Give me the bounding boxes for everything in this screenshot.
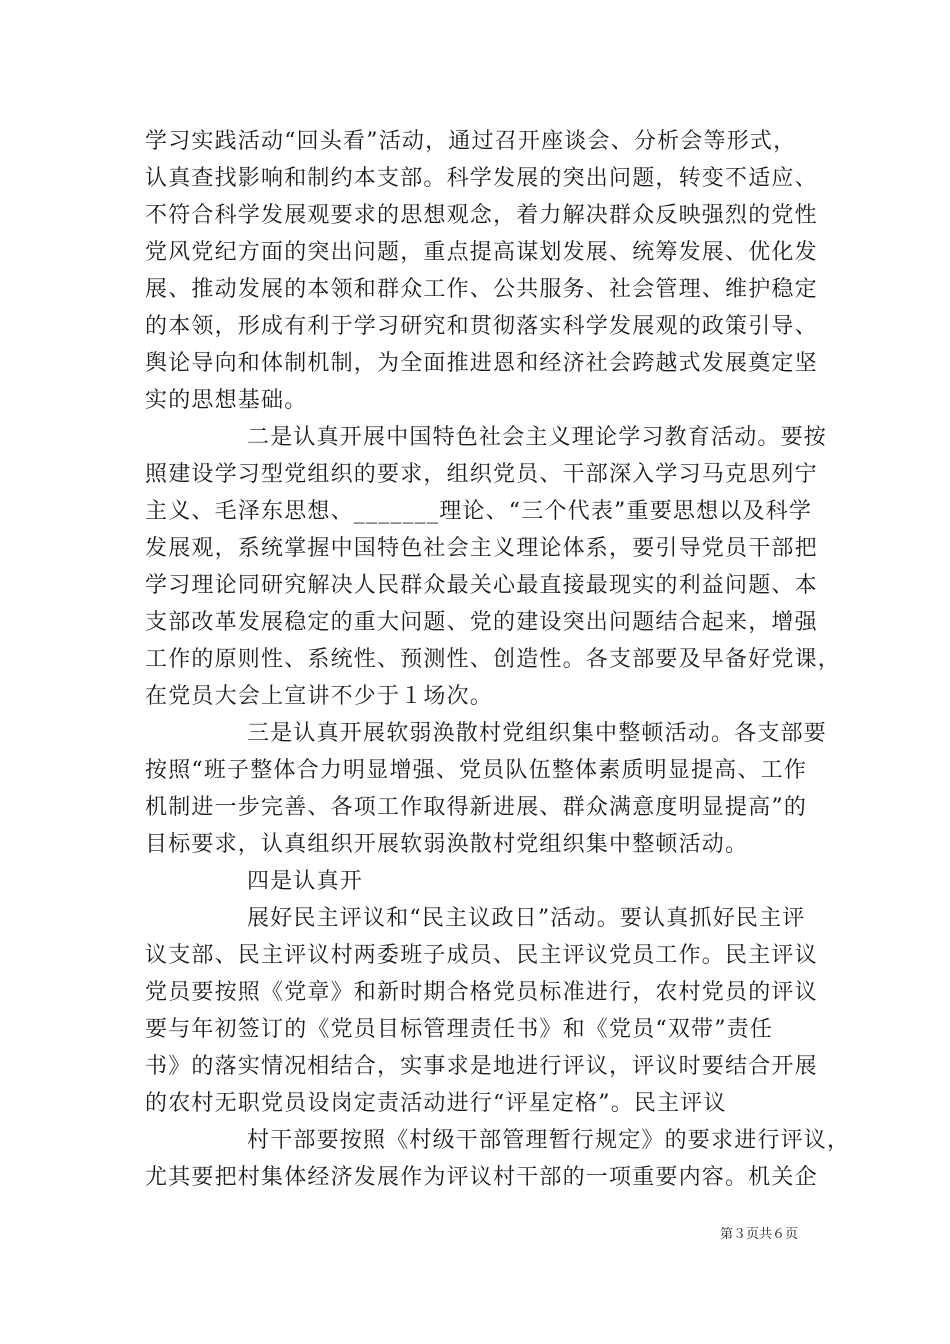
text-line: 目标要求，认真组织开展软弱涣散村党组织集中整顿活动。 — [145, 832, 749, 857]
paragraph-start-line: 三是认真开展软弱涣散村党组织集中整顿活动。各支部要 — [247, 721, 828, 746]
text-line: 书》的落实情况相结合，实事求是地进行评议，评议时要结合开展 — [145, 1054, 818, 1079]
text-line: 要与年初签订的《党员目标管理责任书》和《党员“双带”责任 — [145, 1017, 774, 1042]
paragraph-start-line: 二是认真开展中国特色社会主义理论学习教育活动。要按 — [247, 425, 828, 450]
text-line: 主义、毛泽东思想、_______理论、“三个代表”重要思想以及科学 — [145, 499, 813, 524]
text-line: 发展观，系统掌握中国特色社会主义理论体系，要引导党员干部把 — [145, 536, 818, 561]
text-line: 党风党纪方面的突出问题，重点提高谋划发展、统筹发展、优化发 — [145, 240, 818, 265]
text-line: 的农村无职党员设岗定责活动进行“评星定格”。民主评议 — [145, 1091, 727, 1116]
text-line: 学习理论同研究解决人民群众最关心最直接最现实的利益问题、本 — [145, 573, 818, 598]
text-line: 实的思想基础。 — [145, 388, 308, 413]
text-line: 的本领，形成有利于学习研究和贯彻落实科学发展观的政策引导、 — [145, 314, 818, 339]
paragraph-start-line: 村干部要按照《村级干部管理暂行规定》的要求进行评议， — [247, 1128, 851, 1153]
text-line: 不符合科学发展观要求的思想观念，着力解决群众反映强烈的党性 — [145, 203, 818, 228]
text-line: 舆论导向和体制机制，为全面推进恩和经济社会跨越式发展奠定坚 — [145, 351, 818, 376]
paragraph-start-line: 四是认真开 — [247, 869, 364, 894]
text-line: 学习实践活动“回头看”活动，通过召开座谈会、分析会等形式， — [145, 129, 797, 154]
text-line: 展、推动发展的本领和群众工作、公共服务、社会管理、维护稳定 — [145, 277, 818, 302]
text-line: 支部改革发展稳定的重大问题、党的建设突出问题结合起来，增强 — [145, 610, 818, 635]
text-line: 在党员大会上宣讲不少于１场次。 — [145, 684, 494, 709]
text-line: 按照“班子整体合力明显增强、党员队伍整体素质明显提高、工作 — [145, 758, 808, 783]
text-line: 工作的原则性、系统性、预测性、创造性。各支部要及早备好党课， — [145, 647, 842, 672]
text-line: 尤其要把村集体经济发展作为评议村干部的一项重要内容。机关企 — [145, 1165, 818, 1190]
text-line: 照建设学习型党组织的要求，组织党员、干部深入学习马克思列宁 — [145, 462, 818, 487]
text-line: 机制进一步完善、各项工作取得新进展、群众满意度明显提高”的 — [145, 795, 808, 820]
text-line: 党员要按照《党章》和新时期合格党员标准进行，农村党员的评议 — [145, 980, 818, 1005]
text-line: 议支部、民主评议村两委班子成员、民主评议党员工作。民主评议 — [145, 943, 818, 968]
page-number: 第３页共６页 — [720, 1227, 799, 1242]
paragraph-start-line: 展好民主评议和“民主议政日”活动。要认真抓好民主评 — [247, 906, 806, 931]
text-line: 认真查找影响和制约本支部。科学发展的突出问题，转变不适应、 — [145, 166, 818, 191]
